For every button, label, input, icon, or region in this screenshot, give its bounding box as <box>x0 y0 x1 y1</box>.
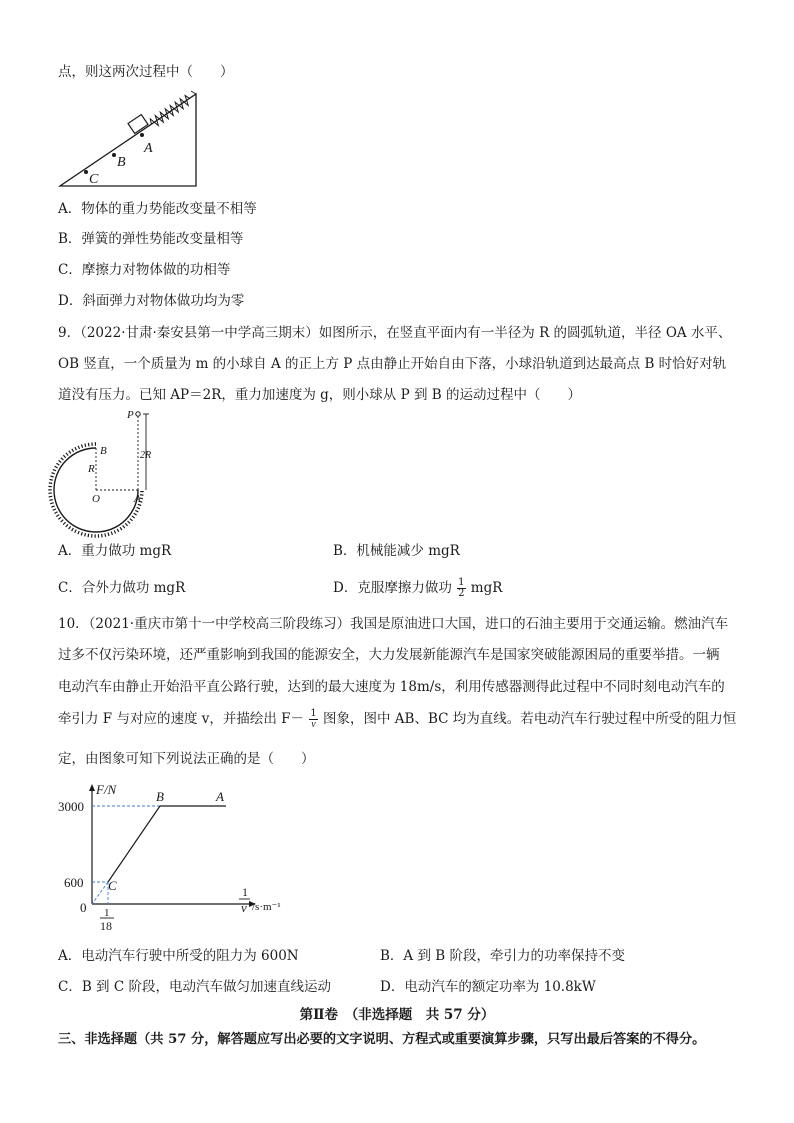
q10-inline-fraction <box>309 709 317 730</box>
q8-option-d: D．斜面弹力对物体做功均为零 <box>58 293 245 309</box>
q8-option-c: C．摩擦力对物体做的功相等 <box>58 262 231 278</box>
label-c: C <box>89 172 99 187</box>
label-p: P <box>127 409 134 421</box>
point-b-label: B <box>156 789 164 804</box>
q9-stem-line3: 道没有压力。已知 AP＝2R，重力加速度为 g，则小球从 P 到 B 的运动过程中（ ） <box>58 387 581 403</box>
y-axis-label: F/N <box>96 782 117 797</box>
label-a-right: A <box>134 493 141 505</box>
q10-stem-line5: 定，由图象可知下列说法正确的是（ ） <box>58 751 315 767</box>
incline-surface-hatch <box>191 91 196 94</box>
fraction-den: 2 <box>458 588 465 599</box>
section-title: 第Ⅱ卷 （非选择题 共 57 分） <box>299 1007 495 1023</box>
q9-track-figure <box>54 410 164 540</box>
q9-option-c: C．合外力做功 mgR <box>58 580 186 596</box>
q10-stem-line4 <box>58 704 736 734</box>
point-b <box>112 153 116 157</box>
point-a <box>140 133 144 137</box>
q9-stem-line1: 9．（2022·甘肃·秦安县第一中学高三期末）如图所示，在竖直平面内有一半径为 R 的圆弧轨道，半径 OA 水平、 <box>58 325 732 341</box>
fraction-den: v <box>311 719 316 730</box>
fraction-num: 1 <box>310 708 317 719</box>
label-b: B <box>117 155 126 170</box>
q9-option-a: A．重力做功 mgR <box>58 543 172 559</box>
point-p <box>136 412 140 416</box>
q10-stem-line4-a: 牵引力 F 与对应的速度 v，并描绘出 F－ <box>58 711 305 727</box>
x-axis-label-den: v <box>241 900 247 915</box>
block-icon <box>128 115 148 134</box>
point-c-label: C <box>108 878 117 893</box>
q8-option-a: A．物体的重力势能改变量不相等 <box>58 201 257 217</box>
segment-bc <box>108 806 160 882</box>
q8-text-tail: 点，则这两次过程中（ ） <box>58 64 234 80</box>
point-a-label: A <box>216 789 224 804</box>
label-a: A <box>144 141 153 156</box>
y-tick-3000: 3000 <box>58 799 84 814</box>
q9-option-d-unit: mgR <box>470 580 503 596</box>
origin-label: 0 <box>80 900 87 915</box>
q10-option-c: C．B 到 C 阶段，电动汽车做匀加速直线运动 <box>58 979 331 995</box>
q9-option-d <box>333 573 502 603</box>
q10-stem-line2: 过多不仅污染环境，还严重影响到我国的能源安全，大力发展新能源汽车是国家突破能源困局的重要举措。一辆 <box>58 647 720 663</box>
q10-stem-line4-b: 图象，图中 AB、BC 均为直线。若电动汽车行驶过程中所受的阻力恒 <box>323 711 737 727</box>
incline-triangle <box>60 94 196 186</box>
x-tick-den: 18 <box>100 919 112 933</box>
q10-stem-line1: 10．（2021·重庆市第十一中学校高三阶段练习）我国是原油进口大国，进口的石油主要用于交通运输。燃油汽车 <box>58 616 729 632</box>
q9-option-b: B．机械能减少 mgR <box>333 543 460 559</box>
q10-graph-figure <box>56 782 296 932</box>
q9-option-d-fraction <box>457 578 465 599</box>
label-r: R <box>88 463 95 475</box>
section-instruction: 三、非选择题（共 57 分，解答题应写出必要的文字说明、方程式或重要演算步骤，只写出最后答案的不得分。 <box>58 1032 706 1047</box>
q10-option-d: D．电动汽车的额定功率为 10.8kW <box>380 979 596 995</box>
x-tick-num: 1 <box>104 907 110 919</box>
q8-option-b: B．弹簧的弹性势能改变量相等 <box>58 231 244 247</box>
q9-stem-line2: OB 竖直，一个质量为 m 的小球自 A 的正上方 P 点由静止开始自由下落，小球沿轨道到达最高点 B 时恰好对轨 <box>58 356 727 372</box>
fraction-num: 1 <box>458 577 465 588</box>
label-b-top: B <box>100 445 107 457</box>
q10-stem-line3: 电动汽车由静止开始沿平直公路行驶，达到的最大速度为 18m/s，利用传感器测得此过程中不同时刻电动汽车的 <box>58 679 725 695</box>
q10-option-b: B．A 到 B 阶段，牵引力的功率保持不变 <box>380 948 625 964</box>
q10-option-a: A．电动汽车行驶中所受的阻力为 600N <box>58 948 299 964</box>
segment-c-origin <box>92 882 108 904</box>
y-tick-600: 600 <box>64 875 84 890</box>
point-c <box>84 170 88 174</box>
q9-option-d-text: D．克服摩擦力做功 <box>333 580 452 596</box>
label-o: O <box>92 493 100 505</box>
q8-incline-figure <box>58 88 200 188</box>
x-axis-unit: /s·m⁻¹ <box>252 901 281 913</box>
label-2r: 2R <box>140 450 152 461</box>
x-axis-label-num: 1 <box>242 885 248 899</box>
